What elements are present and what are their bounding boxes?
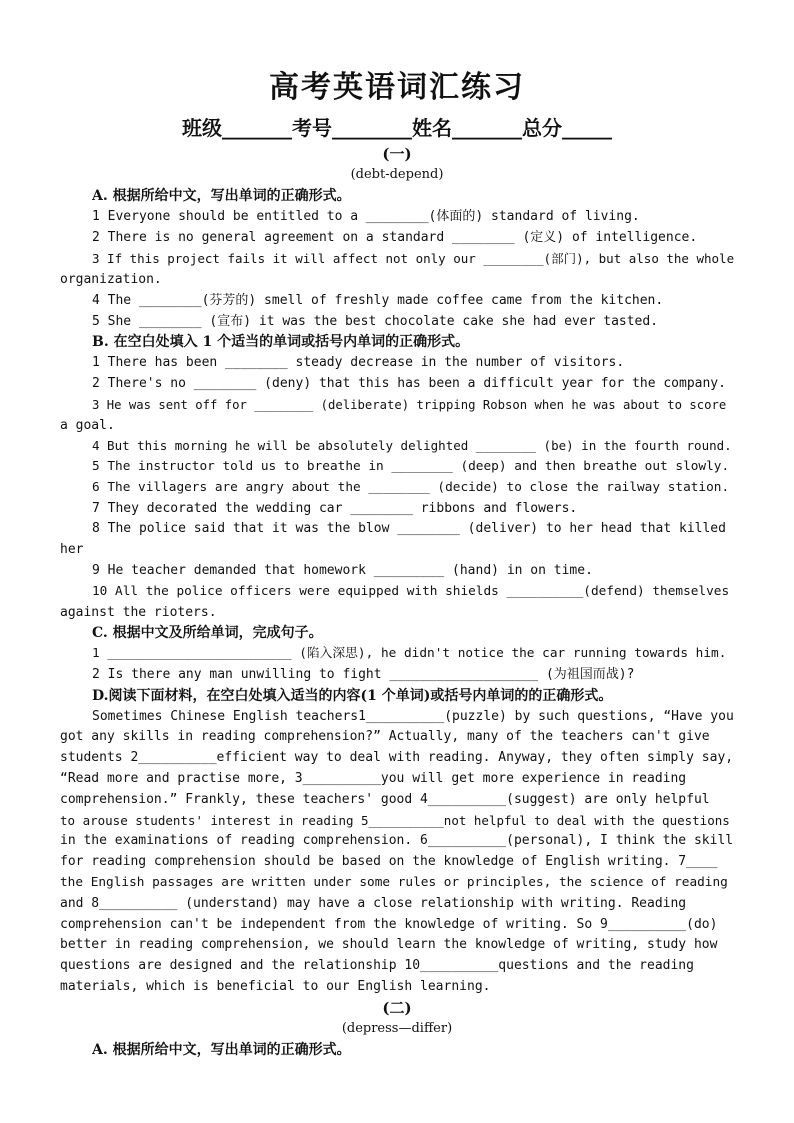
- student-info-line: 班级_______考号________姓名_______总分_____: [182, 116, 612, 140]
- question-line: 1 ________________________ (陷入深思), he didn't notice the car running towards him.: [92, 646, 727, 661]
- question-line: 3 He was sent off for ________ (deliberate) tripping Robson when he was about to score: [92, 398, 727, 412]
- part-a-heading: A. 根据所给中文，写出单词的正确形式。: [92, 1042, 351, 1058]
- question-line: 2 There is no general agreement on a standard ________ (定义) of intelligence.: [92, 230, 698, 245]
- part-d-heading: D.阅读下面材料，在空白处填入适当的内容(1 个单词)或括号内单词的的正确形式。: [92, 688, 613, 704]
- question-line: 9 He teacher demanded that homework _________ (hand) in on time.: [92, 563, 593, 578]
- passage-line: comprehension can't be independent from the knowledge of writing. So 9__________(do): [60, 917, 718, 932]
- question-line: 2 There's no ________ (deny) that this has been a difficult year for the company.: [92, 376, 726, 391]
- passage-line: Sometimes Chinese English teachers1__________(puzzle) by such questions, “Have you: [92, 709, 734, 724]
- passage-line: better in reading comprehension, we should learn the knowledge of writing, study how: [60, 937, 718, 952]
- passage-line: students 2__________efficient way to deal with reading. Anyway, they often simply say,: [60, 750, 734, 765]
- question-line: 4 The ________(芬芳的) smell of freshly made coffee came from the kitchen.: [92, 293, 664, 308]
- passage-line: for reading comprehension should be based on the knowledge of English writing. 7____: [60, 854, 718, 869]
- section-number: (二): [382, 999, 412, 1017]
- section-word-range: (debt-depend): [350, 167, 444, 182]
- passage-line: “Read more and practise more, 3__________you will get more experience in reading: [60, 771, 687, 786]
- question-line: 6 The villagers are angry about the ________ (decide) to close the railway station.: [92, 480, 730, 495]
- question-line-continued: against the rioters.: [60, 605, 217, 620]
- passage-line: and 8__________ (understand) may have a close relationship with writing. Reading: [60, 896, 687, 911]
- page-title: 高考英语词汇练习: [269, 70, 525, 105]
- part-b-heading: B. 在空白处填入 1 个适当的单词或括号内单词的正确形式。: [92, 334, 470, 350]
- question-line: 3 If this project fails it will affect not only our ________(部门), but also the whole: [92, 251, 735, 266]
- section-number: (一): [382, 145, 412, 163]
- section-word-range: (depress—differ): [341, 1021, 453, 1036]
- question-line-continued: a goal.: [60, 418, 115, 433]
- question-line-continued: her: [60, 542, 84, 557]
- question-line: 5 The instructor told us to breathe in ________ (deep) and then breathe out slowly.: [92, 459, 730, 474]
- question-line: 10 All the police officers were equipped with shields __________(defend) themselves: [92, 584, 730, 599]
- part-c-heading: C. 根据中文及所给单词，完成句子。: [92, 625, 323, 641]
- question-line-continued: organization.: [60, 272, 162, 287]
- passage-line: the English passages are written under some rules or principles, the science of reading: [60, 875, 728, 890]
- question-line: 1 There has been ________ steady decrease in the number of visitors.: [92, 355, 625, 370]
- question-line: 5 She ________ (宣布) it was the best chocolate cake she had ever tasted.: [92, 314, 659, 329]
- part-a-heading: A. 根据所给中文，写出单词的正确形式。: [92, 188, 351, 204]
- passage-line: to arouse students' interest in reading 5__________not helpful to deal with the questions: [60, 813, 730, 828]
- passage-line: comprehension.” Frankly, these teachers' good 4__________(suggest) are only helpful: [60, 792, 710, 807]
- question-line: 2 Is there any man unwilling to fight ___________________ (为祖国而战)?: [92, 667, 635, 682]
- passage-line: got any skills in reading comprehension?” Actually, many of the teachers can't give: [60, 729, 710, 744]
- passage-line: materials, which is beneficial to our English learning.: [60, 979, 491, 994]
- passage-line: in the examinations of reading comprehension. 6__________(personal), I think the skill: [60, 833, 734, 848]
- question-line: 7 They decorated the wedding car ________ ribbons and flowers.: [92, 501, 578, 516]
- question-line: 8 The police said that it was the blow ________ (deliver) to her head that killed: [92, 521, 726, 536]
- question-line: 1 Everyone should be entitled to a ________(体面的) standard of living.: [92, 209, 640, 224]
- question-line: 4 But this morning he will be absolutely delighted ________ (be) in the fourth round.: [92, 438, 732, 453]
- passage-line: questions are designed and the relationship 10__________questions and the reading: [60, 958, 694, 973]
